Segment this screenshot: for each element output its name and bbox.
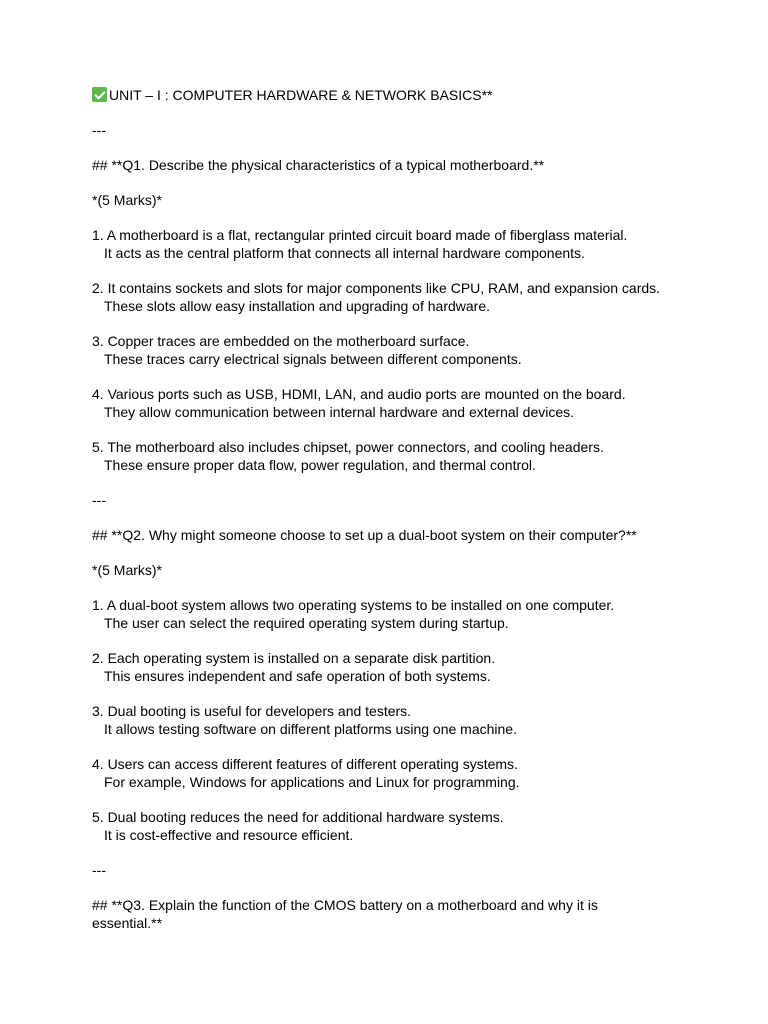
- q3-heading-line-1: ## **Q3. Explain the function of the CMOS battery on a motherboard and why it is: [92, 897, 598, 913]
- q1-point-1: [92, 226, 692, 262]
- separator: ---: [92, 492, 106, 508]
- q1-point-3: [92, 332, 692, 368]
- point-main: 5. The motherboard also includes chipset, power connectors, and cooling headers.: [92, 439, 604, 455]
- point-sub: The user can select the required operating system during startup.: [104, 615, 509, 631]
- q2-point-1: [92, 596, 692, 632]
- point-sub: These ensure proper data flow, power regulation, and thermal control.: [104, 457, 536, 473]
- q2-marks: *(5 Marks)*: [92, 562, 163, 578]
- check-mark-icon: [92, 87, 107, 102]
- separator: ---: [92, 862, 106, 878]
- point-main: 1. A motherboard is a flat, rectangular printed circuit board made of fiberglass material.: [92, 227, 628, 243]
- unit-title: UNIT – I : COMPUTER HARDWARE & NETWORK BASICS**: [92, 86, 692, 104]
- q2-point-4: [92, 755, 692, 791]
- q1-heading: ## **Q1. Describe the physical characteristics of a typical motherboard.**: [92, 157, 545, 173]
- point-sub: These slots allow easy installation and upgrading of hardware.: [104, 298, 491, 314]
- q1-point-2: [92, 279, 692, 315]
- separator: ---: [92, 122, 106, 138]
- point-main: 3. Dual booting is useful for developers and testers.: [92, 703, 412, 719]
- q1-marks: *(5 Marks)*: [92, 192, 163, 208]
- point-main: 4. Various ports such as USB, HDMI, LAN, and audio ports are mounted on the board.: [92, 386, 626, 402]
- point-main: 4. Users can access different features of different operating systems.: [92, 756, 518, 772]
- point-sub: For example, Windows for applications and Linux for programming.: [104, 774, 520, 790]
- q3-heading-line-2: essential.**: [92, 915, 163, 931]
- q2-heading: ## **Q2. Why might someone choose to set up a dual-boot system on their computer?**: [92, 527, 637, 543]
- document-page: [92, 86, 692, 932]
- point-main: 3. Copper traces are embedded on the motherboard surface.: [92, 333, 470, 349]
- q1-point-4: [92, 385, 692, 421]
- point-sub: It is cost-effective and resource efficient.: [104, 827, 354, 843]
- point-main: 2. It contains sockets and slots for major components like CPU, RAM, and expansion cards.: [92, 280, 661, 296]
- point-sub: It acts as the central platform that connects all internal hardware components.: [104, 245, 585, 261]
- point-main: 5. Dual booting reduces the need for additional hardware systems.: [92, 809, 504, 825]
- point-main: 1. A dual-boot system allows two operating systems to be installed on one computer.: [92, 597, 615, 613]
- point-sub: This ensures independent and safe operation of both systems.: [104, 668, 491, 684]
- q2-point-5: [92, 808, 692, 844]
- point-sub: They allow communication between internal hardware and external devices.: [104, 404, 575, 420]
- q1-point-5: [92, 438, 692, 474]
- q2-point-2: [92, 649, 692, 685]
- q3-heading: [92, 896, 692, 932]
- point-sub: These traces carry electrical signals between different components.: [104, 351, 522, 367]
- point-sub: It allows testing software on different platforms using one machine.: [104, 721, 517, 737]
- point-main: 2. Each operating system is installed on a separate disk partition.: [92, 650, 496, 666]
- q2-point-3: [92, 702, 692, 738]
